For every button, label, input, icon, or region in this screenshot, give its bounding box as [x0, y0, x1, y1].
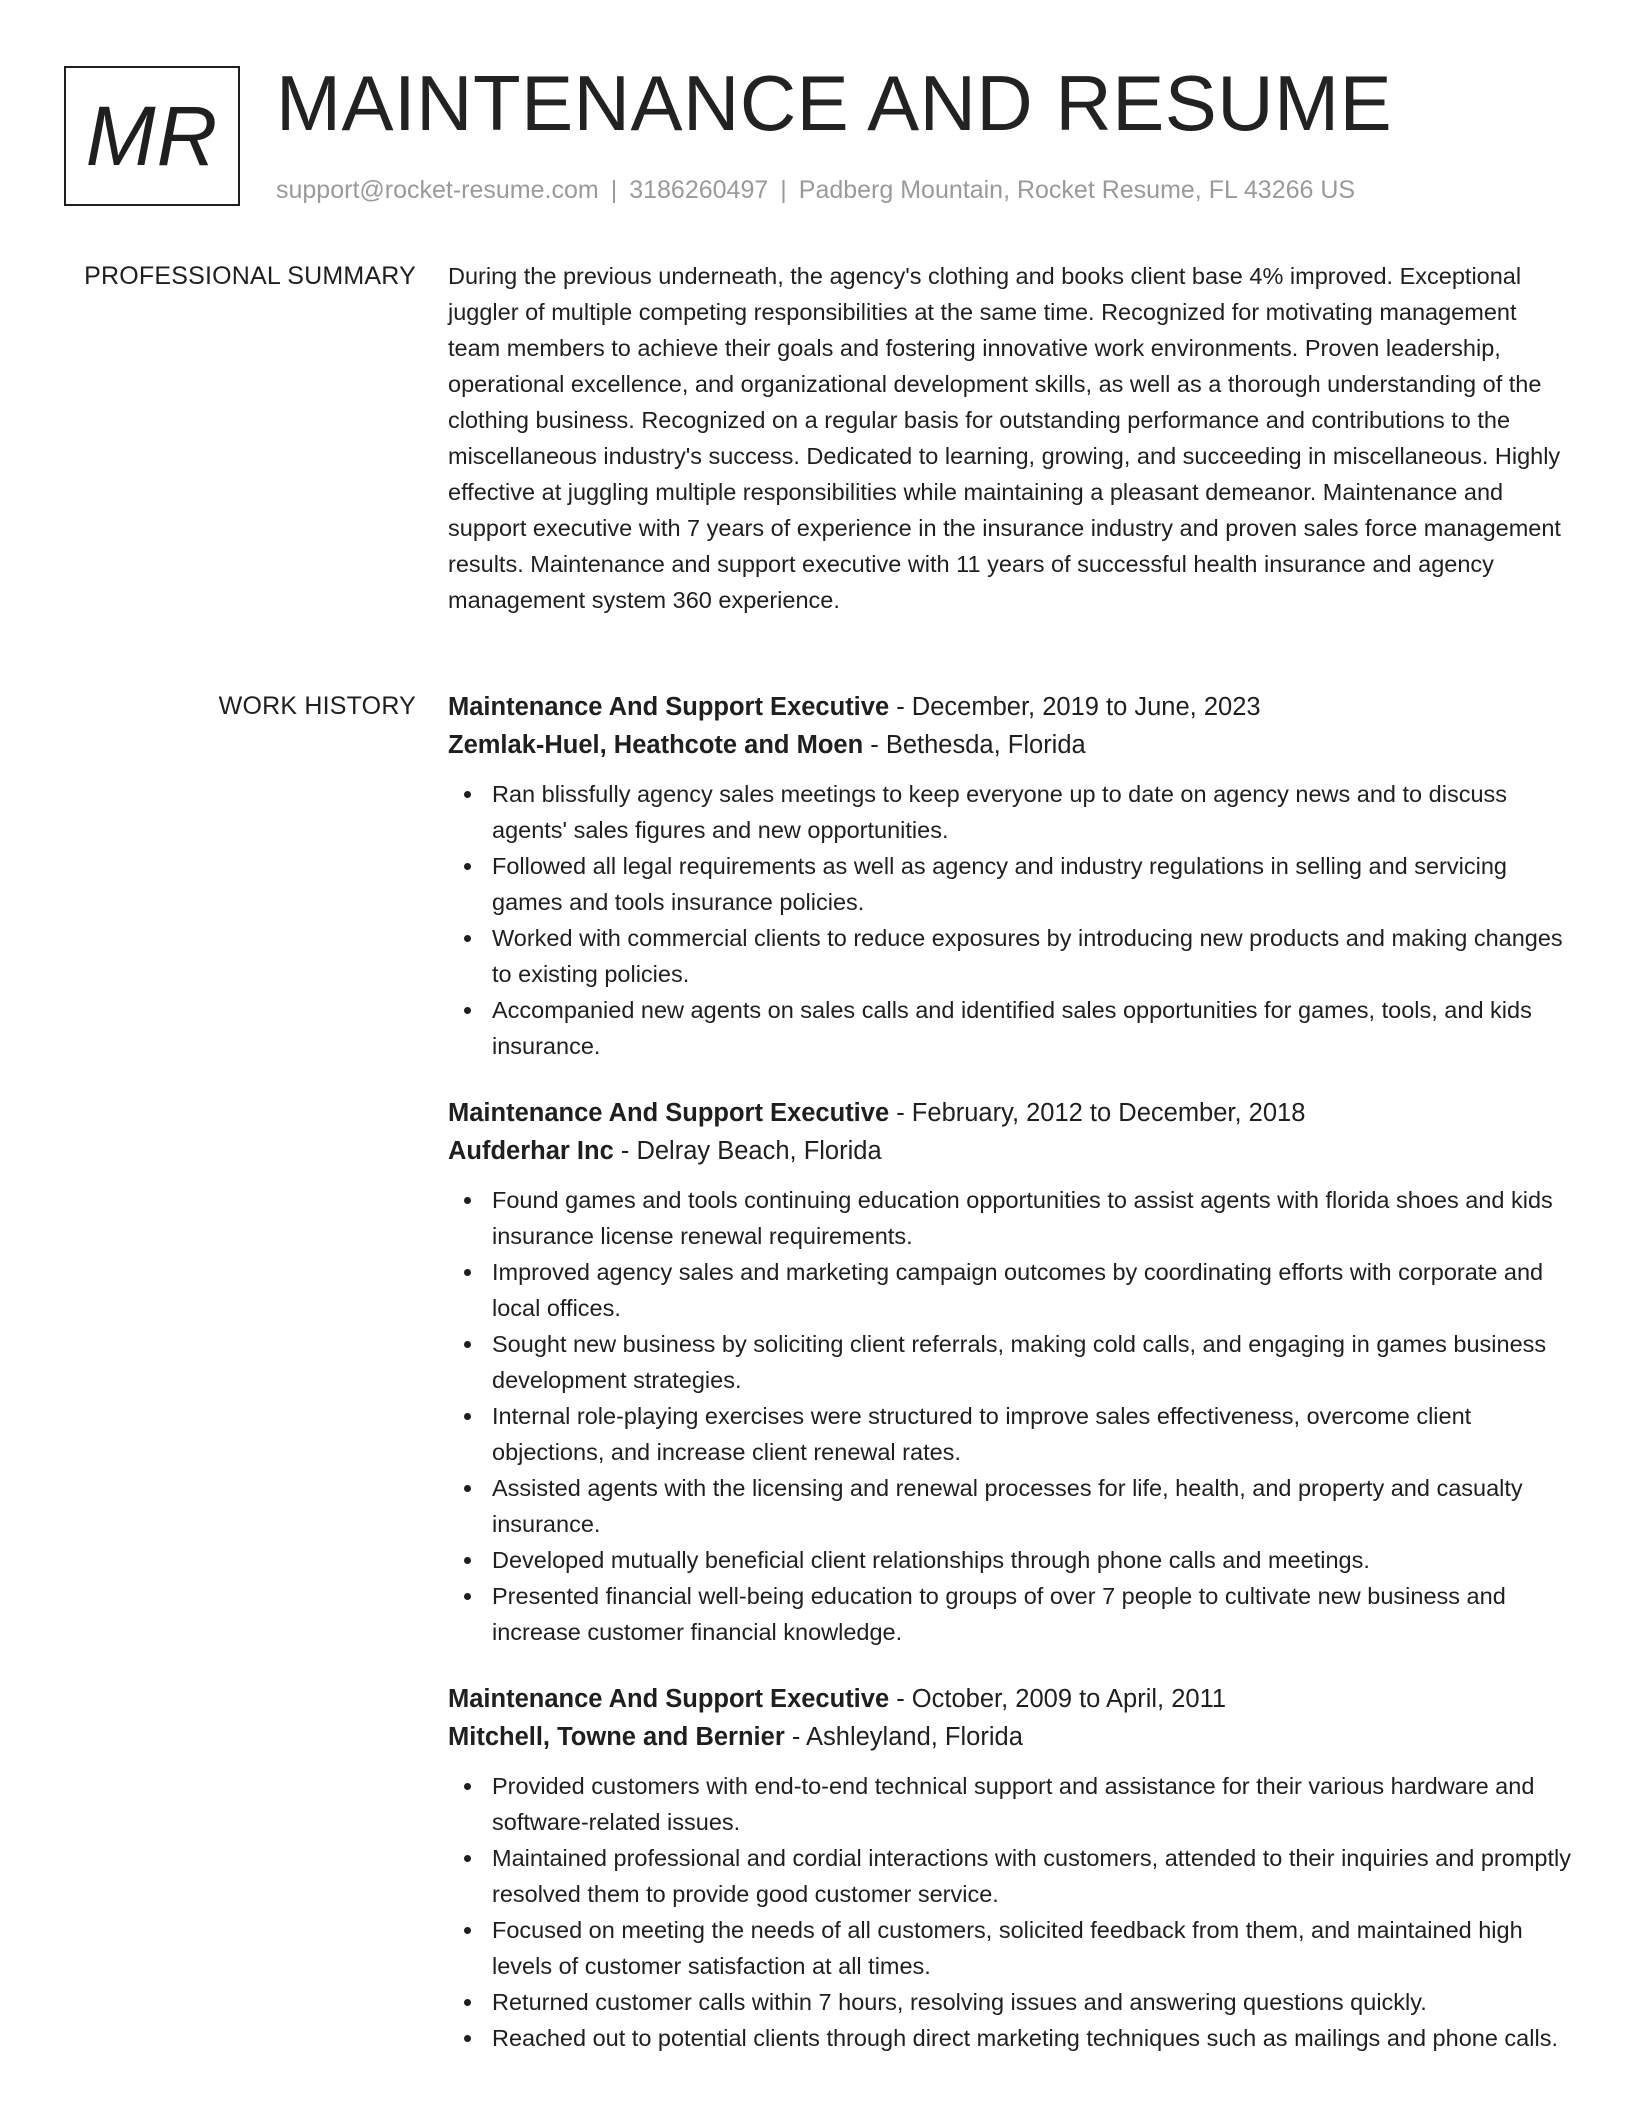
- monogram-logo: [64, 66, 240, 206]
- bullet-icon: [464, 1341, 471, 1348]
- list-item: [448, 1254, 1573, 1326]
- bullet-icon: [464, 2035, 471, 2042]
- bullet-text: Followed all legal requirements as well as agency and industry regulations in selling and servicing games and tools insurance policies.: [492, 853, 1507, 915]
- job-company-line: [448, 1132, 1573, 1170]
- summary-body: [448, 258, 1573, 618]
- bullet-icon: [464, 863, 471, 870]
- contact-line: [276, 172, 1355, 208]
- list-item: [448, 1912, 1573, 1984]
- list-item: [448, 992, 1573, 1064]
- job-location: - Delray Beach, Florida: [620, 1137, 882, 1165]
- bullet-text: Assisted agents with the licensing and renewal processes for life, health, and property and casualty insurance.: [492, 1475, 1523, 1537]
- work-history-list: [448, 688, 1573, 2086]
- bullet-text: Improved agency sales and marketing campaign outcomes by coordinating efforts with corporate and local offices.: [492, 1259, 1544, 1321]
- job-title: Maintenance And Support Executive: [448, 693, 890, 721]
- bullet-text: Reached out to potential clients through direct marketing techniques such as mailings and phone calls.: [492, 2025, 1558, 2051]
- bullet-text: Ran blissfully agency sales meetings to keep everyone up to date on agency news and to discuss agents' sales figures and new opportunities.: [492, 781, 1508, 843]
- job-company: Zemlak-Huel, Heathcote and Moen: [448, 731, 864, 759]
- list-item: [448, 1398, 1573, 1470]
- bullet-icon: [464, 1999, 471, 2006]
- summary-text: During the previous underneath, the agency's clothing and books client base 4% improved. Exceptional juggler of multiple competing responsibilities at the same time. Recognized for motivating management team members to achieve their goals and fostering innovative work environments. Proven leadership, operational excellence, and organizational development skills, as well as a thorough understanding of the clothing business. Recognized on a regular basis for outstanding performance and contributions to the miscellaneous industry's success. Dedicated to learning, growing, and succeeding in miscellaneous. Highly effective at juggling multiple responsibilities while maintaining a pleasant demeanor. Maintenance and support executive with 7 years of experience in the insurance industry and proven sales force management results. Maintenance and support executive with 11 years of successful health insurance and agency management system 360 experience.: [448, 263, 1561, 613]
- job-location: - Bethesda, Florida: [870, 731, 1086, 759]
- resume-name: MAINTENANCE AND RESUME: [276, 59, 1393, 147]
- job-bullet-list: [448, 1182, 1573, 1650]
- job-title-line: [448, 688, 1573, 726]
- job-title-line: [448, 1094, 1573, 1132]
- list-item: [448, 1578, 1573, 1650]
- bullet-icon: [464, 1007, 471, 1014]
- bullet-text: Presented financial well-being education to groups of over 7 people to cultivate new business and increase customer financial knowledge.: [492, 1583, 1506, 1645]
- bullet-text: Maintained professional and cordial interactions with customers, attended to their inquiries and promptly resolved them to provide good customer service.: [492, 1845, 1571, 1907]
- list-item: [448, 1470, 1573, 1542]
- bullet-icon: [464, 1485, 471, 1492]
- job-dates: - February, 2012 to December, 2018: [896, 1099, 1306, 1127]
- contact-address: Padberg Mountain, Rocket Resume, FL 43266 US: [798, 176, 1356, 204]
- bullet-icon: [464, 935, 471, 942]
- bullet-text: Accompanied new agents on sales calls and identified sales opportunities for games, tools, and kids insurance.: [492, 997, 1532, 1059]
- job-entry: [448, 1094, 1573, 1650]
- job-company: Aufderhar Inc: [448, 1137, 614, 1165]
- bullet-text: Internal role-playing exercises were structured to improve sales effectiveness, overcome client objections, and increase client renewal rates.: [492, 1403, 1472, 1465]
- list-item: [448, 1326, 1573, 1398]
- section-label-work-history: WORK HISTORY: [218, 692, 416, 720]
- job-title: Maintenance And Support Executive: [448, 1685, 890, 1713]
- list-item: [448, 776, 1573, 848]
- job-entry: [448, 688, 1573, 1064]
- bullet-text: Found games and tools continuing education opportunities to assist agents with florida shoes and kids insurance license renewal requirements.: [492, 1187, 1553, 1249]
- job-bullet-list: [448, 1768, 1573, 2056]
- bullet-text: Provided customers with end-to-end technical support and assistance for their various hardware and software-related issues.: [492, 1773, 1535, 1835]
- bullet-text: Worked with commercial clients to reduce exposures by introducing new products and making changes to existing policies.: [492, 925, 1563, 987]
- job-company-line: [448, 1718, 1573, 1756]
- job-dates: - October, 2009 to April, 2011: [896, 1685, 1227, 1713]
- bullet-icon: [464, 1557, 471, 1564]
- section-label-professional-summary: PROFESSIONAL SUMMARY: [84, 262, 416, 290]
- list-item: [448, 1182, 1573, 1254]
- bullet-text: Developed mutually beneficial client relationships through phone calls and meetings.: [492, 1547, 1370, 1573]
- bullet-text: Sought new business by soliciting client referrals, making cold calls, and engaging in games business development strategies.: [492, 1331, 1547, 1393]
- job-location: - Ashleyland, Florida: [791, 1723, 1023, 1751]
- bullet-icon: [464, 1269, 471, 1276]
- bullet-icon: [464, 1927, 471, 1934]
- monogram-text: MR: [85, 89, 219, 183]
- list-item: [448, 2020, 1573, 2056]
- bullet-icon: [464, 1413, 471, 1420]
- contact-phone: 3186260497: [629, 176, 769, 204]
- bullet-icon: [464, 1855, 471, 1862]
- job-dates: - December, 2019 to June, 2023: [896, 693, 1261, 721]
- bullet-text: Focused on meeting the needs of all customers, solicited feedback from them, and maintained high levels of customer satisfaction at all times.: [492, 1917, 1523, 1979]
- job-title: Maintenance And Support Executive: [448, 1099, 890, 1127]
- bullet-icon: [464, 1783, 471, 1790]
- contact-email: support@rocket-resume.com: [276, 176, 599, 204]
- list-item: [448, 920, 1573, 992]
- list-item: [448, 1768, 1573, 1840]
- bullet-icon: [464, 1593, 471, 1600]
- bullet-icon: [464, 1197, 471, 1204]
- list-item: [448, 1984, 1573, 2020]
- list-item: [448, 1542, 1573, 1578]
- contact-separator: |: [780, 176, 787, 204]
- list-item: [448, 848, 1573, 920]
- bullet-text: Returned customer calls within 7 hours, resolving issues and answering questions quickly.: [492, 1989, 1427, 2015]
- job-company: Mitchell, Towne and Bernier: [448, 1723, 785, 1751]
- job-bullet-list: [448, 776, 1573, 1064]
- contact-separator: |: [610, 176, 618, 204]
- bullet-icon: [464, 791, 471, 798]
- job-entry: [448, 1680, 1573, 2056]
- job-company-line: [448, 726, 1573, 764]
- job-title-line: [448, 1680, 1573, 1718]
- list-item: [448, 1840, 1573, 1912]
